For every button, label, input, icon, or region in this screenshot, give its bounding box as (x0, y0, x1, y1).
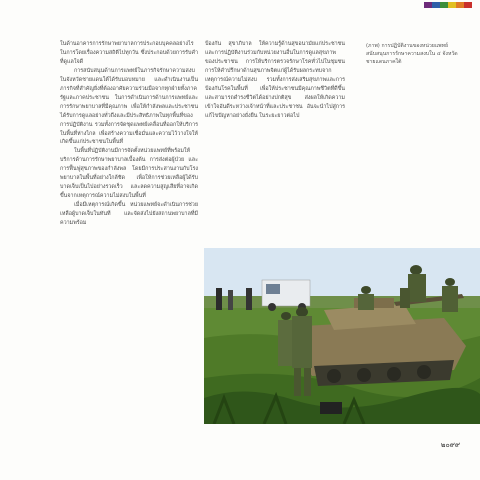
body-paragraph: เมื่อมีเหตุการณ์เกิดขึ้น หน่วยแพทย์จะดำเนินการช่วยเหลือผู้บาดเจ็บในทันที และจัดส่งไปยังสถานพยาบาลที่มีความพร้อม (60, 202, 198, 227)
color-bar-swatch (456, 2, 464, 8)
color-bar-swatch (440, 2, 448, 8)
photo-caption: (ภาพ) การปฏิบัติงานของหน่วยแพทย์สนับสนุนการรักษาความสงบใน ๔ จังหวัดชายแดนภาคใต้ (366, 43, 458, 65)
page-number: ๒๐๙๙ (440, 441, 460, 449)
right-text-column (205, 40, 345, 121)
left-text-column (60, 40, 198, 228)
body-paragraph: การสนับสนุนด้านการแพทย์ในภารกิจรักษาความสงบในจังหวัดชายแดนใต้ได้รับมอบหมาย และดำเนินงานเป็นภารกิจที่สำคัญยิ่งที่ต้องอาศัยความร่วมมือจากทุกฝ่ายทั้งภาครัฐและภาคประชาชน ในการดำเนินการด้านการแพทย์และการรักษาพยาบาลที่มีคุณภาพ เพื่อให้กำลังพลและประชาชนได้รับการดูแลอย่างทั่วถึงและมีประสิทธิภาพในทุกพื้นที่ของการปฏิบัติงาน รวมทั้งการจัดชุดแพทย์เคลื่อนที่ออกให้บริการในพื้นที่ห่างไกล เพื่อสร้างความเชื่อมั่นและความไว้วางใจให้เกิดขึ้นแก่ประชาชนในพื้นที่ (60, 67, 198, 146)
color-bar (424, 2, 472, 8)
military-medical-photo (204, 248, 480, 424)
color-bar-swatch (424, 2, 432, 8)
color-bar-swatch (432, 2, 440, 8)
body-paragraph: ในพื้นที่ปฏิบัติงานมีการจัดตั้งหน่วยแพทย์ที่พร้อมให้บริการด้านการรักษาพยาบาลเบื้องต้น การส่งต่อผู้ป่วย และการฟื้นฟูสุขภาพของกำลังพล โดยมีการประสานงานกับโรงพยาบาลในพื้นที่อย่างใกล้ชิด เพื่อให้การช่วยเหลือผู้ได้รับบาดเจ็บเป็นไปอย่างรวดเร็ว และลดความสูญเสียที่อาจเกิดขึ้นจากเหตุการณ์ความไม่สงบในพื้นที่ (60, 148, 198, 200)
body-paragraph: ป้องกัน สุขาภิบาล ให้ความรู้ด้านสุขอนามัยแก่ประชาชน และการปฏิบัติงานร่วมกับหน่วยงานอื่นในการดูแลสุขภาพของประชาชน การให้บริการตรวจรักษาโรคทั่วไปในชุมชน การให้คำปรึกษาด้านสุขภาพจิตแก่ผู้ได้รับผลกระทบจากเหตุการณ์ความไม่สงบ รวมทั้งการส่งเสริมสุขภาพและการป้องกันโรคในพื้นที่ เพื่อให้ประชาชนมีคุณภาพชีวิตที่ดีขึ้น และสามารถดำรงชีวิตได้อย่างปกติสุข ส่งผลให้เกิดความเข้าใจอันดีระหว่างเจ้าหน้าที่และประชาชน อันจะนำไปสู่การแก้ไขปัญหาอย่างยั่งยืน ในระยะยาวต่อไป (205, 41, 345, 119)
color-bar-swatch (464, 2, 472, 8)
body-paragraph: ในด้านอาคารการรักษาพยาบาลการประกอบบุคคลอย่างไรในการโดยเรื่องความสถิติไปทุกวัน ซึ่งประกอบด้วยการรับคำที่ดูแลใจดี (60, 41, 198, 65)
color-bar-swatch (448, 2, 456, 8)
